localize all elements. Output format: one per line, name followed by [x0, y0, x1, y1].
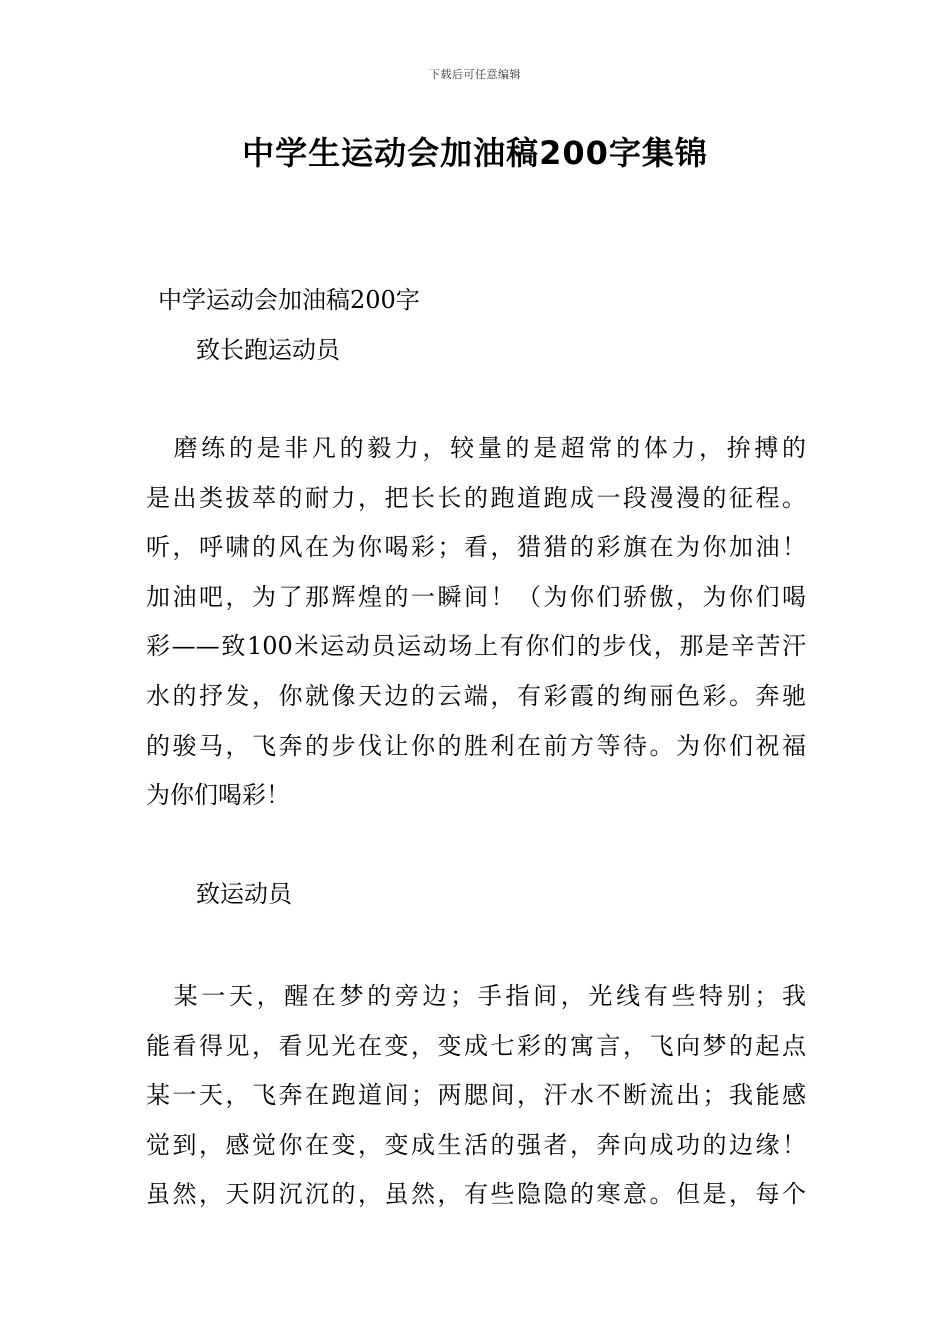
paragraph-line: 能看得见，看见光在变，变成七彩的寓言，飞向梦的起点: [146, 1031, 806, 1060]
paragraph-line: 磨练的是非凡的毅力，较量的是超常的体力，拚搏的: [146, 434, 806, 462]
paragraph-line: 彩——致100米运动员运动场上有你们的步伐，那是辛苦汗: [146, 632, 806, 661]
section-paragraph-long-distance: [146, 424, 806, 821]
section-heading-athletes: 致运动员: [196, 880, 292, 908]
section-heading-long-distance: 致长跑运动员: [196, 336, 340, 364]
header-note: 下载后可任意编辑: [429, 68, 521, 81]
paragraph-line: 为你们喝彩！: [146, 781, 290, 810]
paragraph-line: 某一天，飞奔在跑道间；两腮间，汗水不断流出；我能感: [146, 1081, 806, 1110]
section-paragraph-athletes: [146, 972, 806, 1220]
document-subtitle: 中学运动会加油稿200字: [158, 286, 420, 314]
document-title: 中学生运动会加油稿200字集锦: [242, 134, 708, 172]
paragraph-line: 是出类拔萃的耐力，把长长的跑道跑成一段漫漫的征程。: [146, 483, 806, 512]
paragraph-line: 某一天，醒在梦的旁边；手指间，光线有些特别；我: [146, 982, 806, 1010]
paragraph-line: 的骏马，飞奔的步伐让你的胜利在前方等待。为你们祝福: [146, 731, 806, 760]
paragraph-line: 虽然，天阴沉沉的，虽然，有些隐隐的寒意。但是，每个: [146, 1180, 806, 1209]
paragraph-line: 加油吧，为了那辉煌的一瞬间！（为你们骄傲，为你们喝: [146, 582, 806, 611]
paragraph-line: 觉到，感觉你在变，变成生活的强者，奔向成功的边缘！: [146, 1130, 806, 1159]
paragraph-line: 听，呼啸的风在为你喝彩；看，猎猎的彩旗在为你加油！: [146, 533, 806, 562]
paragraph-line: 水的抒发，你就像天边的云端，有彩霞的绚丽色彩。奔驰: [146, 681, 806, 710]
